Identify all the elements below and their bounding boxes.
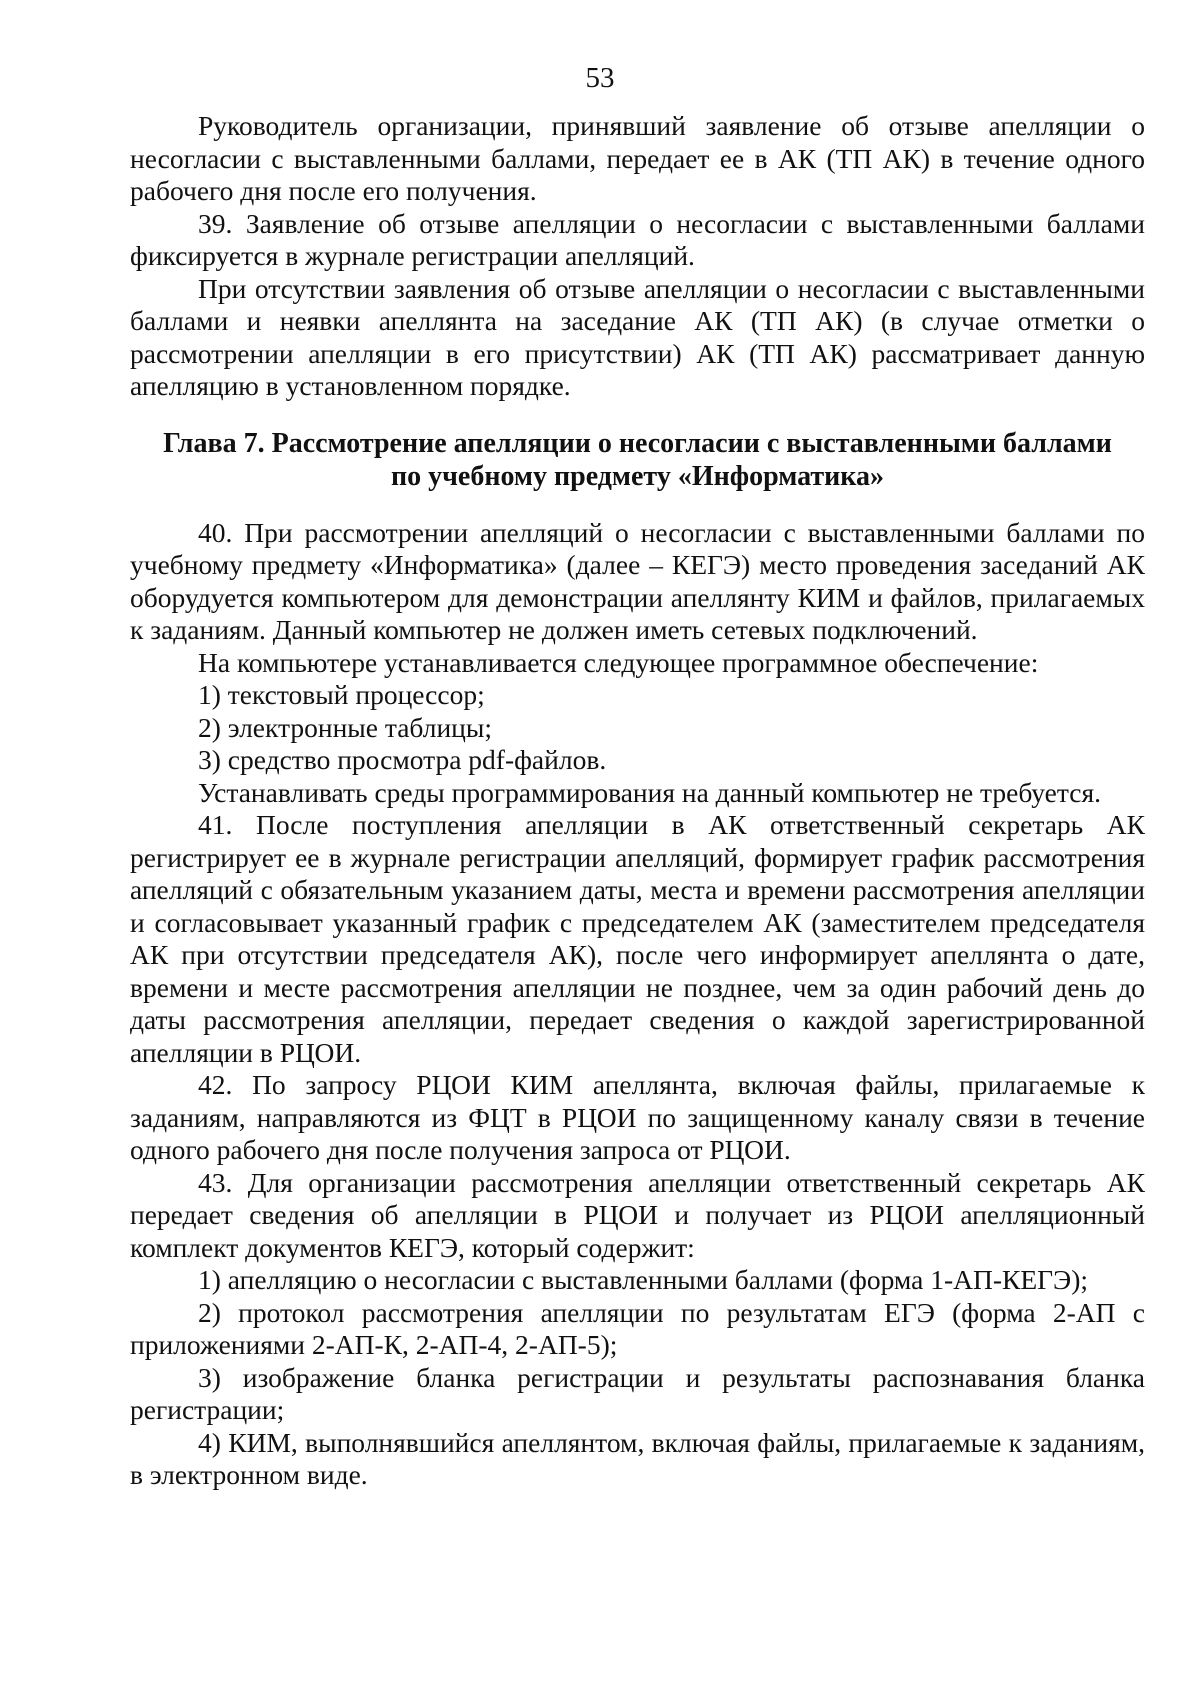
chapter-heading-line-2: по учебному предмету «Информатика» (390, 460, 885, 492)
paragraph-43: 43. Для организации рассмотрения апелляции ответственный секретарь АК передает сведения об апелляции в РЦОИ и получает из РЦОИ апелляционный комплект документов КЕГЭ, который содержит: (130, 1166, 1145, 1263)
paragraph-40: 40. При рассмотрении апелляций о несогласии с выставленными баллами по учебному предмету «Информатика» (далее – КЕГЭ) место проведения заседаний АК оборудуется компьютером для демонстрации апеллянту КИМ и файлов, прилагаемых к заданиям. Данный компьютер не должен иметь сетевых подключений. (130, 516, 1145, 645)
chapter-heading-line-1: Глава 7. Рассмотрение апелляции о несогласии с выставленными баллами (163, 427, 1112, 459)
paragraph-no-withdrawal: При отсутствии заявления об отзыве апелляции о несогласии с выставленными баллами и неявки апеллянта на заседание АК (ТП АК) (в случае отметки о рассмотрении апелляции в его присутствии) АК (ТП АК) рассматривает данную апелляцию в установленном порядке. (130, 272, 1145, 401)
paragraph-head-transfer: Руководитель организации, принявший заявление об отзыве апелляции о несогласии с выставленными баллами, передает ее в АК (ТП АК) в течение одного рабочего дня после его получения. (130, 110, 1145, 206)
chapter-heading (130, 427, 1145, 493)
list-item-protocol: 2) протокол рассмотрения апелляции по результатам ЕГЭ (форма 2-АП с приложениями 2-АП-К, 2-АП-4, 2-АП-5); (130, 1296, 1145, 1360)
paragraph-39: 39. Заявление об отзыве апелляции о несогласии с выставленными баллами фиксируется в журнале регистрации апелляций. (130, 207, 1145, 271)
list-item-pdf-viewer: 3) средство просмотра pdf-файлов. (198, 744, 607, 775)
list-item-spreadsheets: 2) электронные таблицы; (198, 711, 493, 743)
list-item-text-processor: 1) текстовый процессор; (198, 679, 485, 710)
document-body (130, 110, 1145, 1492)
list-item-registration-image: 3) изображение бланка регистрации и результаты распознавания бланка регистрации; (130, 1361, 1145, 1425)
paragraph-41: 41. После поступления апелляции в АК ответственный секретарь АК регистрирует ее в журнале регистрации апелляций, формирует график рассмотрения апелляций с обязательным указанием даты, места и времени рассмотрения апелляции и согласовывает указанный график с председателем АК (заместителем председателя АК при отсутствии председателя АК), после чего информирует апеллянта о дате, времени и месте рассмотрения апелляции не позднее, чем за один рабочий день до даты рассмотрения апелляции, передает сведения о каждой зарегистрированной апелляции в РЦОИ. (130, 809, 1145, 1068)
list-item-kim-files: 4) КИМ, выполнявшийся апеллянтом, включая файлы, прилагаемые к заданиям, в электронном виде. (130, 1426, 1145, 1490)
list-item-appeal-form: 1) апелляцию о несогласии с выставленными баллами (форма 1-АП-КЕГЭ); (198, 1264, 1088, 1295)
page-number: 53 (585, 62, 615, 94)
paragraph-42: 42. По запросу РЦОИ КИМ апеллянта, включая файлы, прилагаемые к заданиям, направляются из ФЦТ в РЦОИ по защищенному каналу связи в течение одного рабочего дня после получения запроса от РЦОИ. (130, 1069, 1145, 1165)
paragraph-no-programming-env: Устанавливать среды программирования на данный компьютер не требуется. (198, 776, 1101, 808)
paragraph-software-intro: На компьютере устанавливается следующее программное обеспечение: (198, 646, 1039, 678)
